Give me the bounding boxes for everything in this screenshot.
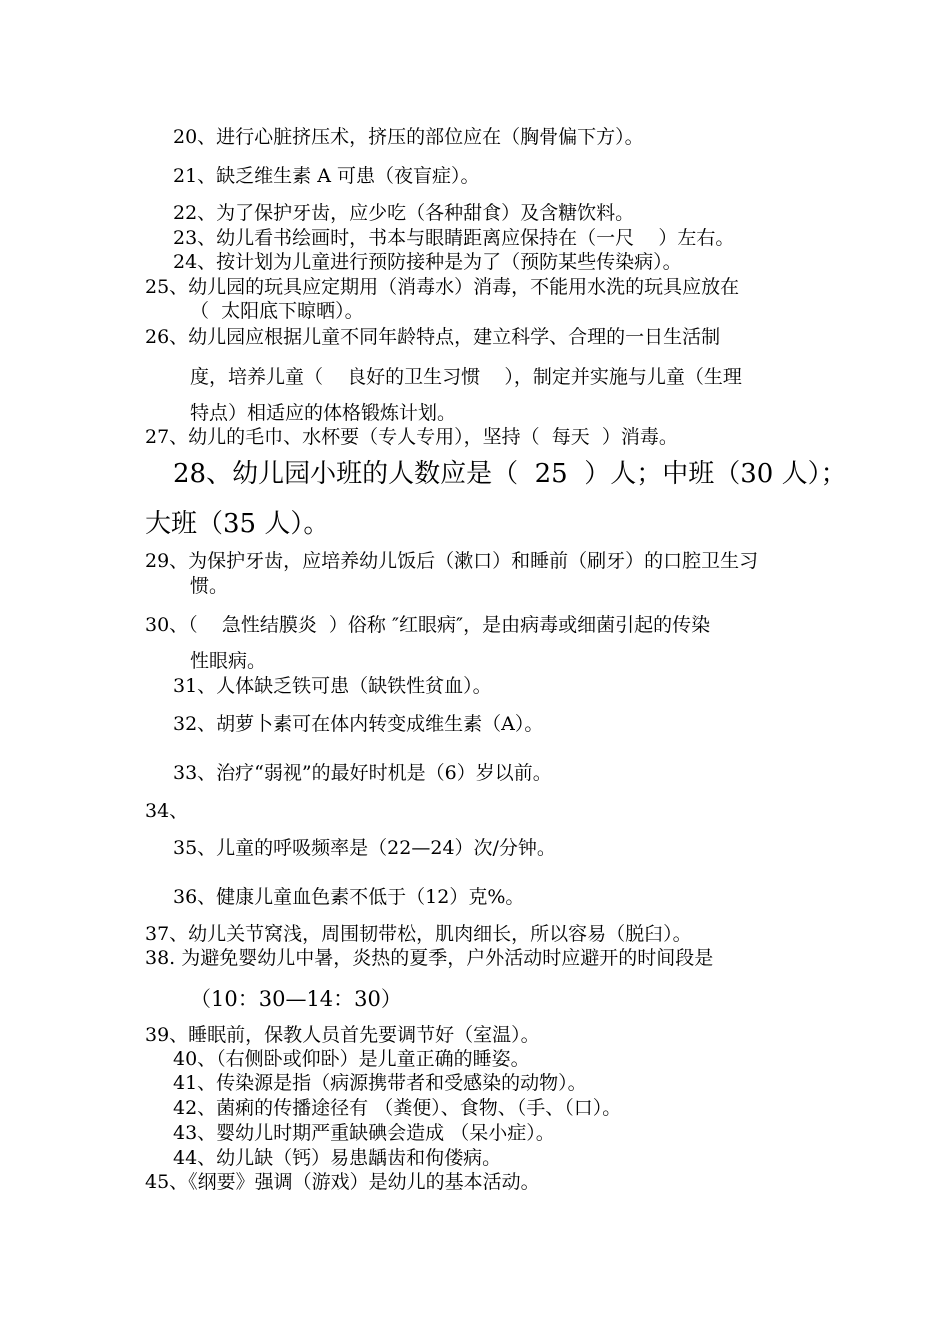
item-43: 43、婴幼儿时期严重缺碘会造成 （呆小症）。	[173, 1122, 555, 1144]
item-25: 25、幼儿园的玩具应定期用（消毒水）消毒，不能用水洗的玩具应放在	[145, 276, 740, 298]
item-38-cont: （10：30—14：30）	[190, 987, 402, 1011]
item-36: 36、健康儿童血色素不低于（12）克%。	[173, 886, 525, 908]
item-34: 34、	[145, 800, 189, 822]
item-39: 39、睡眠前，保教人员首先要调节好（室温）。	[145, 1024, 540, 1046]
item-29: 29、为保护牙齿，应培养幼儿饭后（漱口）和睡前（刷牙）的口腔卫生习	[145, 550, 759, 572]
item-21: 21、缺乏维生素 A 可患（夜盲症）。	[173, 165, 480, 187]
item-40: 40、（右侧卧或仰卧）是儿童正确的睡姿。	[173, 1048, 530, 1070]
item-41: 41、传染源是指（病源携带者和受感染的动物）。	[173, 1072, 587, 1094]
item-37: 37、幼儿关节窝浅，周围韧带松，肌肉细长，所以容易（脱臼）。	[145, 923, 692, 945]
item-28-cont: 大班（35 人）。	[145, 509, 330, 539]
item-20: 20、进行心脏挤压术，挤压的部位应在（胸骨偏下方）。	[173, 126, 644, 148]
item-32: 32、胡萝卜素可在体内转变成维生素（A）。	[173, 713, 544, 735]
item-28: 28、幼儿园小班的人数应是（ 25 ）人；中班（30 人）；	[173, 459, 847, 489]
item-33: 33、治疗“弱视”的最好时机是（6）岁以前。	[173, 762, 552, 784]
item-31: 31、人体缺乏铁可患（缺铁性贫血）。	[173, 675, 492, 697]
item-42: 42、菌痢的传播途径有 （粪便）、食物、（手、（口）。	[173, 1097, 622, 1119]
item-45: 45、《纲要》强调（游戏）是幼儿的基本活动。	[145, 1171, 540, 1193]
item-27: 27、幼儿的毛巾、水杯要（专人专用），坚持（ 每天 ）消毒。	[145, 426, 678, 448]
item-26-cont-1: 度，培养儿童（ 良好的卫生习惯 ），制定并实施与儿童（生理	[190, 366, 742, 388]
item-29-cont: 惯。	[190, 575, 229, 597]
item-30: 30、（ 急性结膜炎 ）俗称 ″红眼病″，是由病毒或细菌引起的传染	[145, 614, 711, 636]
item-30-cont: 性眼病。	[190, 650, 267, 672]
item-22: 22、为了保护牙齿，应少吃（各种甜食）及含糖饮料。	[173, 202, 635, 224]
item-38: 38. 为避免婴幼儿中暑，炎热的夏季，户外活动时应避开的时间段是	[145, 947, 714, 969]
item-35: 35、儿童的呼吸频率是（22—24）次/分钟。	[173, 837, 556, 859]
item-24: 24、按计划为儿童进行预防接种是为了（预防某些传染病）。	[173, 251, 682, 273]
item-25-cont: （ 太阳底下晾晒）。	[190, 300, 364, 322]
item-23: 23、幼儿看书绘画时，书本与眼睛距离应保持在（一尺 ）左右。	[173, 227, 735, 249]
item-44: 44、幼儿缺（钙）易患龋齿和佝偻病。	[173, 1147, 502, 1169]
item-26-cont-2: 特点）相适应的体格锻炼计划。	[190, 402, 457, 424]
item-26: 26、幼儿园应根据儿童不同年龄特点，建立科学、合理的一日生活制	[145, 326, 721, 348]
